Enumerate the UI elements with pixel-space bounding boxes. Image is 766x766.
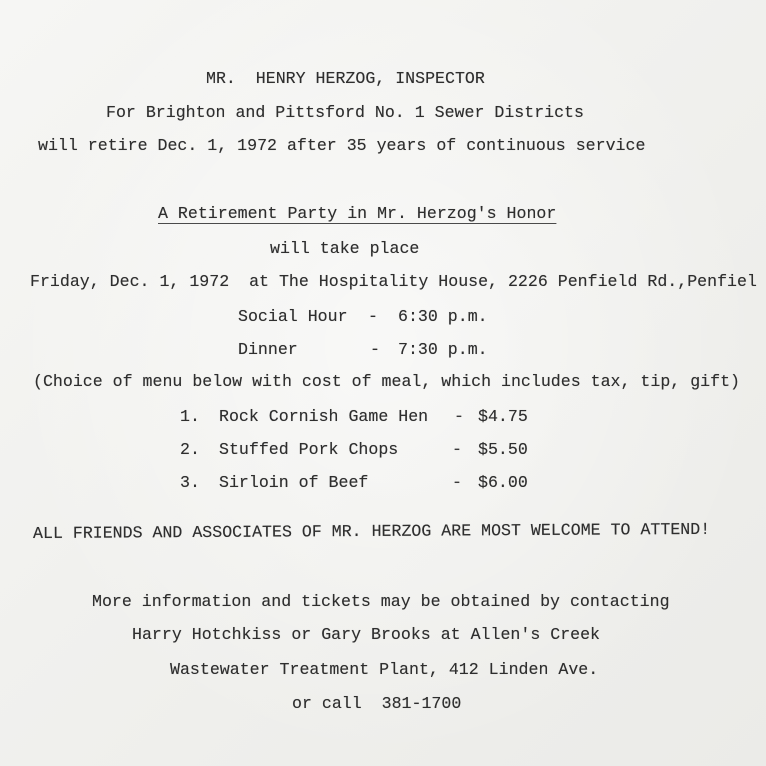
menu-item-number: 1. xyxy=(180,407,200,426)
honoree-name-title: MR. HENRY HERZOG, INSPECTOR xyxy=(206,69,485,88)
date-location-line: Friday, Dec. 1, 1972 at The Hospitality House, 2226 Penfield Rd.,Penfiel xyxy=(30,272,757,291)
contact-line-info: More information and tickets may be obtained by contacting xyxy=(92,592,670,611)
menu-note: (Choice of menu below with cost of meal, which includes tax, tip, gift) xyxy=(33,372,741,391)
contact-line-phone: or call 381-1700 xyxy=(292,694,462,713)
menu-item-name: Sirloin of Beef xyxy=(219,473,369,492)
party-heading: A Retirement Party in Mr. Herzog's Honor xyxy=(158,204,557,223)
schedule-row-dinner xyxy=(0,340,766,360)
menu-item-number: 2. xyxy=(180,440,200,459)
menu-item-separator: - xyxy=(452,440,462,459)
contact-line-address: Wastewater Treatment Plant, 412 Linden Ave. xyxy=(170,660,599,679)
schedule-separator: - xyxy=(370,340,380,359)
sewer-districts-line: For Brighton and Pittsford No. 1 Sewer Districts xyxy=(106,103,584,122)
take-place-line: will take place xyxy=(270,239,420,258)
menu-item-price: $6.00 xyxy=(478,473,528,492)
invitation-line: ALL FRIENDS AND ASSOCIATES OF MR. HERZOG ARE MOST WELCOME TO ATTEND! xyxy=(32,519,711,543)
menu-item-name: Rock Cornish Game Hen xyxy=(219,407,429,426)
menu-item-separator: - xyxy=(452,473,462,492)
schedule-time: 7:30 p.m. xyxy=(398,340,488,359)
retirement-announcement-line: will retire Dec. 1, 1972 after 35 years of continuous service xyxy=(38,136,646,155)
schedule-label: Social Hour xyxy=(238,307,348,326)
menu-item-name: Stuffed Pork Chops xyxy=(219,440,399,459)
menu-item-price: $5.50 xyxy=(478,440,528,459)
menu-item xyxy=(0,407,766,427)
schedule-time: 6:30 p.m. xyxy=(398,307,488,326)
schedule-row-social-hour xyxy=(0,307,766,327)
schedule-label: Dinner xyxy=(238,340,298,359)
menu-item-number: 3. xyxy=(180,473,200,492)
menu-item xyxy=(0,473,766,493)
menu-item-separator: - xyxy=(454,407,464,426)
schedule-separator: - xyxy=(368,307,378,326)
menu-item-price: $4.75 xyxy=(478,407,528,426)
menu-item xyxy=(0,440,766,460)
contact-line-names: Harry Hotchkiss or Gary Brooks at Allen's Creek xyxy=(132,625,601,644)
